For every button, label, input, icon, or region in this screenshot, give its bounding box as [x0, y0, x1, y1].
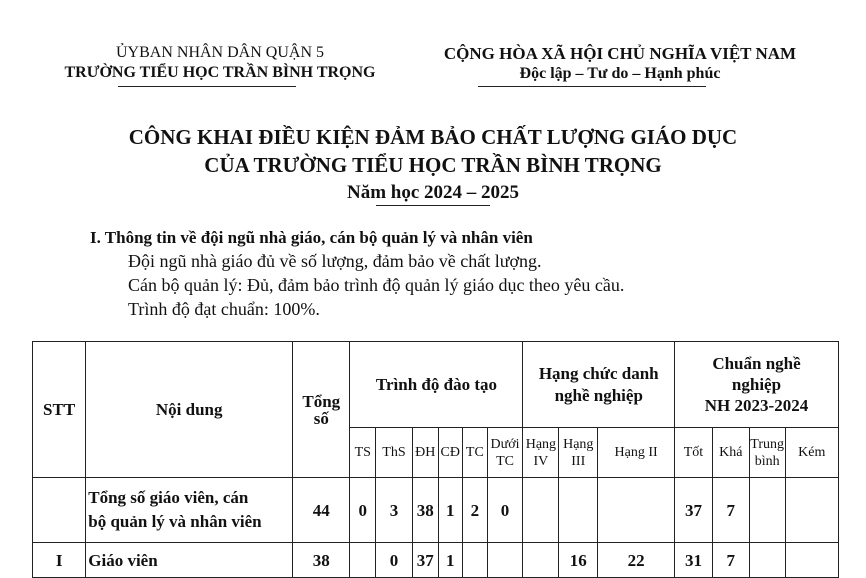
header-stt: STT	[33, 342, 86, 478]
cell-kem	[785, 543, 838, 578]
sub-tot: Tốt	[675, 428, 713, 478]
cell-content-line1: Giáo viên	[88, 550, 158, 570]
cell-tc	[463, 543, 488, 578]
cell-content-line1: Tổng số giáo viên, cán	[88, 488, 249, 507]
table-row	[33, 543, 839, 578]
cell-tc: 2	[463, 478, 488, 543]
header-rank	[523, 342, 675, 428]
cell-ths: 0	[376, 543, 413, 578]
cell-dh: 38	[412, 478, 438, 543]
sub-trung-binh-line1: Trung	[750, 436, 785, 452]
cell-kha: 7	[712, 543, 749, 578]
cell-content	[86, 478, 293, 543]
header-rank-line1: Hạng chức danh	[538, 363, 659, 383]
table-row	[33, 478, 839, 543]
sub-ths: ThS	[376, 428, 413, 478]
cell-stt	[33, 478, 86, 543]
sub-duoi-tc-line1: Dưới	[490, 436, 520, 452]
sub-cd: CĐ	[438, 428, 463, 478]
staff-table	[32, 341, 839, 578]
cell-hang-ii: 22	[598, 543, 675, 578]
school-year-underline	[376, 205, 490, 206]
document-title-line2: CỦA TRƯỜNG TIỂU HỌC TRẦN BÌNH TRỌNG	[204, 153, 662, 177]
sub-hang-iii-line1: Hạng	[563, 436, 594, 452]
national-motto: Độc lập – Tư do – Hạnh phúc	[519, 65, 721, 82]
header-standard-line3: NH 2023-2024	[704, 396, 809, 415]
cell-kha: 7	[712, 478, 749, 543]
motto-underline	[478, 86, 706, 87]
sub-kha: Khá	[712, 428, 749, 478]
cell-cd: 1	[438, 478, 463, 543]
school-year: Năm học 2024 – 2025	[346, 182, 520, 203]
school-name-underline	[118, 86, 296, 87]
section-paragraph-2: Cán bộ quản lý: Đủ, đảm bảo trình độ quản lý giáo dục theo yêu cầu.	[128, 275, 625, 295]
sub-hang-iii-line2: III	[571, 453, 586, 469]
sub-hang-iv	[523, 428, 559, 478]
national-title: CỘNG HÒA XÃ HỘI CHỦ NGHĨA VIỆT NAM	[443, 44, 797, 63]
sub-duoi-tc	[487, 428, 523, 478]
cell-content-line2: bộ quản lý và nhân viên	[88, 512, 262, 531]
header-standard	[675, 342, 839, 428]
header-standard-line1: Chuẩn nghề	[712, 354, 801, 373]
cell-dh: 37	[412, 543, 438, 578]
cell-total: 38	[293, 543, 350, 578]
sub-hang-iv-line2: IV	[533, 453, 549, 469]
cell-total: 44	[293, 478, 350, 543]
sub-hang-iii	[559, 428, 598, 478]
section-heading: I. Thông tin về đội ngũ nhà giáo, cán bộ quản lý và nhân viên	[90, 228, 533, 247]
header-content: Nội dung	[86, 342, 293, 478]
section-paragraph-1: Đội ngũ nhà giáo đủ về số lượng, đảm bảo về chất lượng.	[128, 251, 542, 271]
document-title-line1: CÔNG KHAI ĐIỀU KIỆN ĐẢM BẢO CHẤT LƯỢNG GIÁO DỤC	[128, 125, 738, 149]
cell-hang-iv	[523, 478, 559, 543]
cell-hang-iii: 16	[559, 543, 598, 578]
header-training: Trình độ đào tạo	[350, 342, 523, 428]
cell-kem	[785, 478, 838, 543]
sub-trung-binh	[749, 428, 785, 478]
cell-trung-binh	[749, 543, 785, 578]
cell-duoi-tc	[487, 543, 523, 578]
cell-ts	[350, 543, 376, 578]
agency-name: ỦYBAN NHÂN DÂN QUẬN 5	[116, 44, 324, 61]
cell-ths: 3	[376, 478, 413, 543]
sub-hang-ii: Hạng II	[598, 428, 675, 478]
cell-stt: I	[33, 543, 86, 578]
sub-trung-binh-line2: bình	[754, 453, 780, 469]
header-total: Tổng số	[293, 342, 350, 478]
cell-hang-iv	[523, 543, 559, 578]
school-name: TRƯỜNG TIỂU HỌC TRẦN BÌNH TRỌNG	[64, 64, 376, 81]
cell-content	[86, 543, 293, 578]
header-standard-line2: nghiệp	[731, 375, 782, 394]
header-rank-line2: nghề nghiệp	[554, 385, 643, 405]
cell-trung-binh	[749, 478, 785, 543]
sub-hang-iv-line1: Hạng	[525, 436, 557, 452]
sub-dh: ĐH	[412, 428, 438, 478]
cell-cd: 1	[438, 543, 463, 578]
sub-kem: Kém	[785, 428, 838, 478]
sub-tc: TC	[463, 428, 488, 478]
cell-tot: 31	[675, 543, 713, 578]
cell-tot: 37	[675, 478, 713, 543]
cell-hang-iii	[559, 478, 598, 543]
cell-hang-ii	[598, 478, 675, 543]
section-paragraph-3: Trình độ đạt chuẩn: 100%.	[128, 299, 320, 319]
cell-ts: 0	[350, 478, 376, 543]
cell-duoi-tc: 0	[487, 478, 523, 543]
sub-ts: TS	[350, 428, 376, 478]
sub-duoi-tc-line2: TC	[496, 453, 514, 469]
